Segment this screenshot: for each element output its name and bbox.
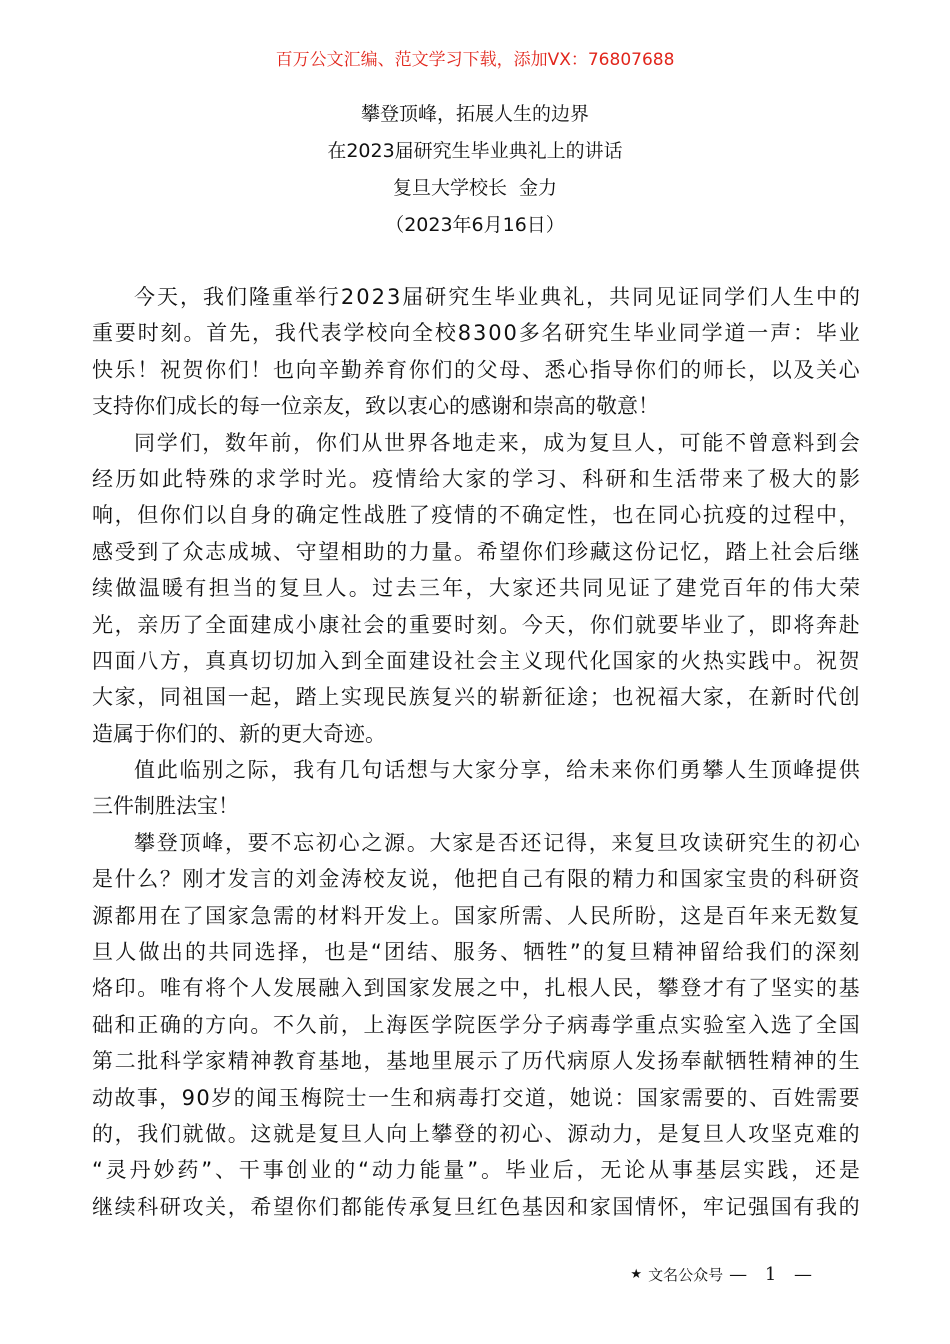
body-line: 造属于你们的、新的更大奇迹。 [92,721,386,746]
body-line: 今 天 ， 我 们 隆 重 举 行 2 0 2 3 届 研 究 生 毕 业 典 礼 ， 共 同 见 证 同 学 们 人 生 中 的 [134,285,860,309]
body-line: 光 ， 亲 历 了 全 面 建 成 小 康 社 会 的 重 要 时 刻 。 今 天 ， 你 们 就 要 毕 业 了 ， 即 将 奔 赴 [92,612,860,637]
body-line: 源 都 用 在 了 国 家 急 需 的 材 料 开 发 上 。 国 家 所 需 、 人 民 所 盼 ， 这 是 百 年 来 无 数 复 [92,903,860,928]
title-block [0,96,950,244]
body-line: 第 二 批 科 学 家 精 神 教 育 基 地 ， 基 地 里 展 示 了 历 代 病 原 人 发 扬 奉 献 牺 牲 精 神 的 生 [92,1049,860,1074]
body-line: 础 和 正 确 的 方 向 。 不 久 前 ， 上 海 医 学 院 医 学 分 子 病 毒 学 重 点 实 验 室 入 选 了 全 国 [92,1012,860,1037]
body-line: 继 续 科 研 攻 关 ， 希 望 你 们 都 能 传 承 复 旦 红 色 基 因 和 家 国 情 怀 ， 牢 记 强 国 有 我 的 [92,1194,860,1219]
body-line: 响 ， 但 你 们 以 自 身 的 确 定 性 战 胜 了 疫 情 的 不 确 定 性 ， 也 在 同 心 抗 疫 的 过 程 中 ， [92,503,860,528]
body-line: 是 什 么 ？ 刚 才 发 言 的 刘 金 涛 校 友 说 ， 他 把 自 己 有 限 的 精 力 和 国 家 宝 贵 的 科 研 资 [92,867,860,892]
speech-body [92,279,860,1225]
body-line: 四 面 八 方 ， 真 真 切 切 加 入 到 全 面 建 设 社 会 主 义 现 代 化 国 家 的 火 热 实 践 中 。 祝 贺 [92,648,860,673]
page-number: — 1 — [729,1264,818,1285]
speaker-line: 复旦大学校长 金力 [392,177,558,199]
body-line: 烙 印 。 唯 有 将 个 人 发 展 融 入 到 国 家 发 展 之 中 ， 扎 根 人 民 ， 攀 登 才 有 了 坚 实 的 基 [92,976,860,1001]
body-line: 感 受 到 了 众 志 成 城 、 守 望 相 助 的 力 量 。 希 望 你 们 珍 藏 这 份 记 忆 ， 踏 上 社 会 后 继 [92,539,860,564]
body-line: 的 ， 我 们 就 做 。 这 就 是 复 旦 人 向 上 攀 登 的 初 心 、 源 动 力 ， 是 复 旦 人 攻 坚 克 难 的 [92,1121,860,1146]
body-line: 攀 登 顶 峰 ， 要 不 忘 初 心 之 源 。 大 家 是 否 还 记 得 ， 来 复 旦 攻 读 研 究 生 的 初 心 [134,830,860,855]
body-line: 动 故 事 ， 9 0 岁 的 闻 玉 梅 院 士 一 生 和 病 毒 打 交 道 ， 她 说 ： 国 家 需 要 的 、 百 姓 需 要 [92,1085,860,1110]
body-line: 值 此 临 别 之 际 ， 我 有 几 句 话 想 与 大 家 分 享 ， 给 未 来 你 们 勇 攀 人 生 顶 峰 提 供 [134,758,860,783]
body-line: 大 家 ， 同 祖 国 一 起 ， 踏 上 实 现 民 族 复 兴 的 崭 新 征 途 ； 也 祝 福 大 家 ， 在 新 时 代 创 [92,685,860,710]
body-line: 重 要 时 刻 。 首 先 ， 我 代 表 学 校 向 全 校 8 3 0 0 多 名 研 究 生 毕 业 同 学 道 一 声 ： 毕 业 [92,321,860,346]
body-line: 经 历 如 此 特 殊 的 求 学 时 光 。 疫 情 给 大 家 的 学 习 、 科 研 和 生 活 带 来 了 极 大 的 影 [92,466,860,491]
body-line: 旦 人 做 出 的 共 同 选 择 ， 也 是 “ 团 结 、 服 务 、 牺 牲 ” 的 复 旦 精 神 留 给 我 们 的 深 刻 [92,940,860,965]
body-line: 同 学 们 ， 数 年 前 ， 你 们 从 世 界 各 地 走 来 ， 成 为 复 旦 人 ， 可 能 不 曾 意 料 到 会 [134,430,860,455]
watermark-header: 百万公文汇编、范文学习下载，添加VX：76807688 [275,50,675,70]
body-line: 三件制胜法宝！ [92,794,239,819]
speech-title: 攀登顶峰，拓展人生的边界 [360,103,589,125]
speech-subtitle: 在2023届研究生毕业典礼上的讲话 [327,140,623,162]
body-line: 快 乐 ！ 祝 贺 你 们 ！ 也 向 辛 勤 养 育 你 们 的 父 母 、 悉 心 指 导 你 们 的 师 长 ， 以 及 关 心 [92,357,860,382]
body-line: “ 灵 丹 妙 药 ” 、 干 事 创 业 的 “ 动 力 能 量 ” 。 毕 业 后 ， 无 论 从 事 基 层 实 践 ， 还 是 [92,1158,860,1183]
body-line: 续 做 温 暖 有 担 当 的 复 旦 人 。 过 去 三 年 ， 大 家 还 共 同 见 证 了 建 党 百 年 的 伟 大 荣 [92,576,860,601]
star-icon: ★ [630,1267,643,1282]
speech-date: （2023年6月16日） [385,214,565,236]
footer-account: 文名公众号 [648,1266,724,1284]
page-footer [630,1264,818,1286]
body-line: 支持你们成长的每一位亲友，致以衷心的感谢和崇高的敬意！ [92,394,659,419]
